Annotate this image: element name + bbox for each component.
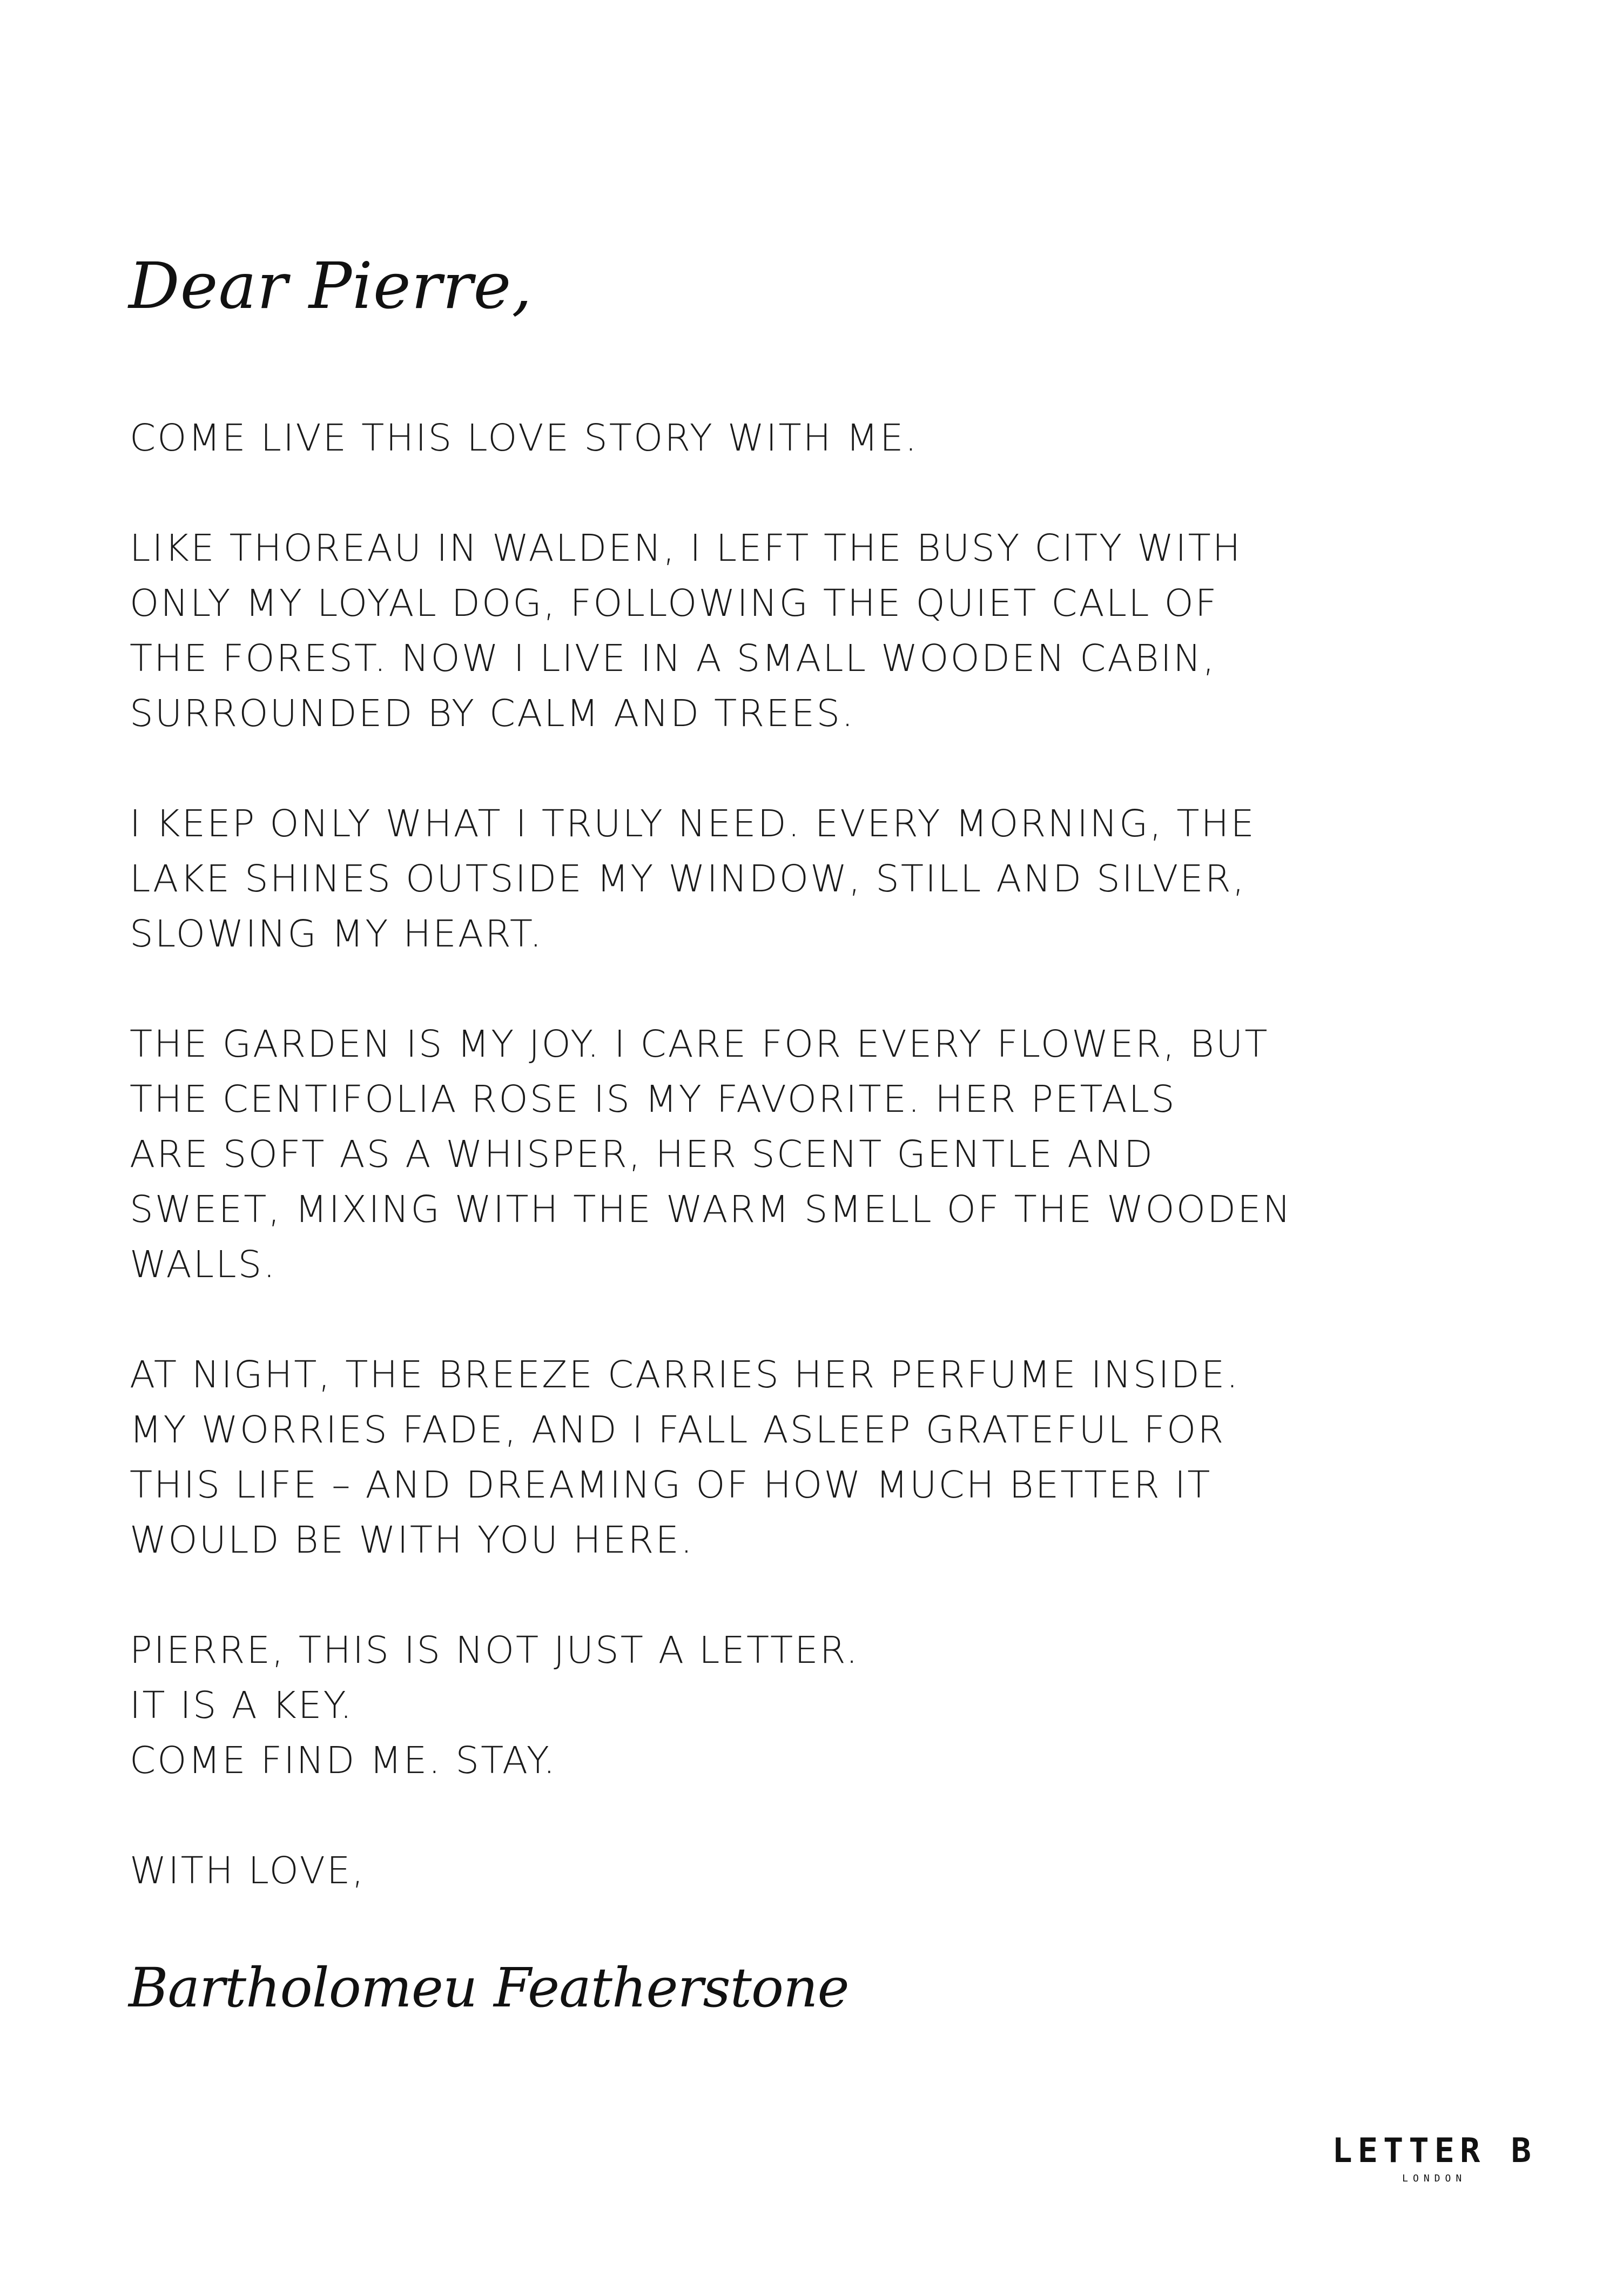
letter-closing: WITH LOVE,: [130, 1849, 366, 1892]
brand-name: LETTER B: [1332, 2131, 1537, 2170]
letter-paragraph: THE GARDEN IS MY JOY. I CARE FOR EVERY FLOWER, BUT THE CENTIFOLIA ROSE IS MY FAVORITE. HER PETALS ARE SOFT AS A WHISPER, HER SCENT GENTLE AND SWEET, MIXING WITH THE WARM SMELL OF THE WOODEN WALLS.: [130, 1023, 1292, 1286]
letter-paragraph: AT NIGHT, THE BREEZE CARRIES HER PERFUME INSIDE. MY WORRIES FADE, AND I FALL ASLEEP GRATEFUL FOR THIS LIFE – AND DREAMING OF HOW MUCH BETTER IT WOULD BE WITH YOU HERE.: [130, 1353, 1240, 1562]
letter-signature: Bartholomeu Featherstone: [129, 1956, 849, 2019]
letter-body: [130, 411, 1512, 1953]
letter-paragraph: PIERRE, THIS IS NOT JUST A LETTER. IT IS A KEY. COME FIND ME. STAY.: [130, 1629, 860, 1782]
brand-location: LONDON: [1402, 2173, 1467, 2184]
letter-paragraph: I KEEP ONLY WHAT I TRULY NEED. EVERY MORNING, THE LAKE SHINES OUTSIDE MY WINDOW, STILL AND SILVER, SLOWING MY HEART.: [130, 802, 1256, 956]
letter-paragraph: LIKE THOREAU IN WALDEN, I LEFT THE BUSY CITY WITH ONLY MY LOYAL DOG, FOLLOWING THE QUIET CALL OF THE FOREST. NOW I LIVE IN A SMALL WOODEN CABIN, SURROUNDED BY CALM AND TREES.: [130, 527, 1242, 735]
letter-paragraph: COME LIVE THIS LOVE STORY WITH ME.: [130, 417, 919, 460]
brand-logo: [1332, 2131, 1537, 2184]
letter-greeting: Dear Pierre,: [129, 249, 533, 323]
